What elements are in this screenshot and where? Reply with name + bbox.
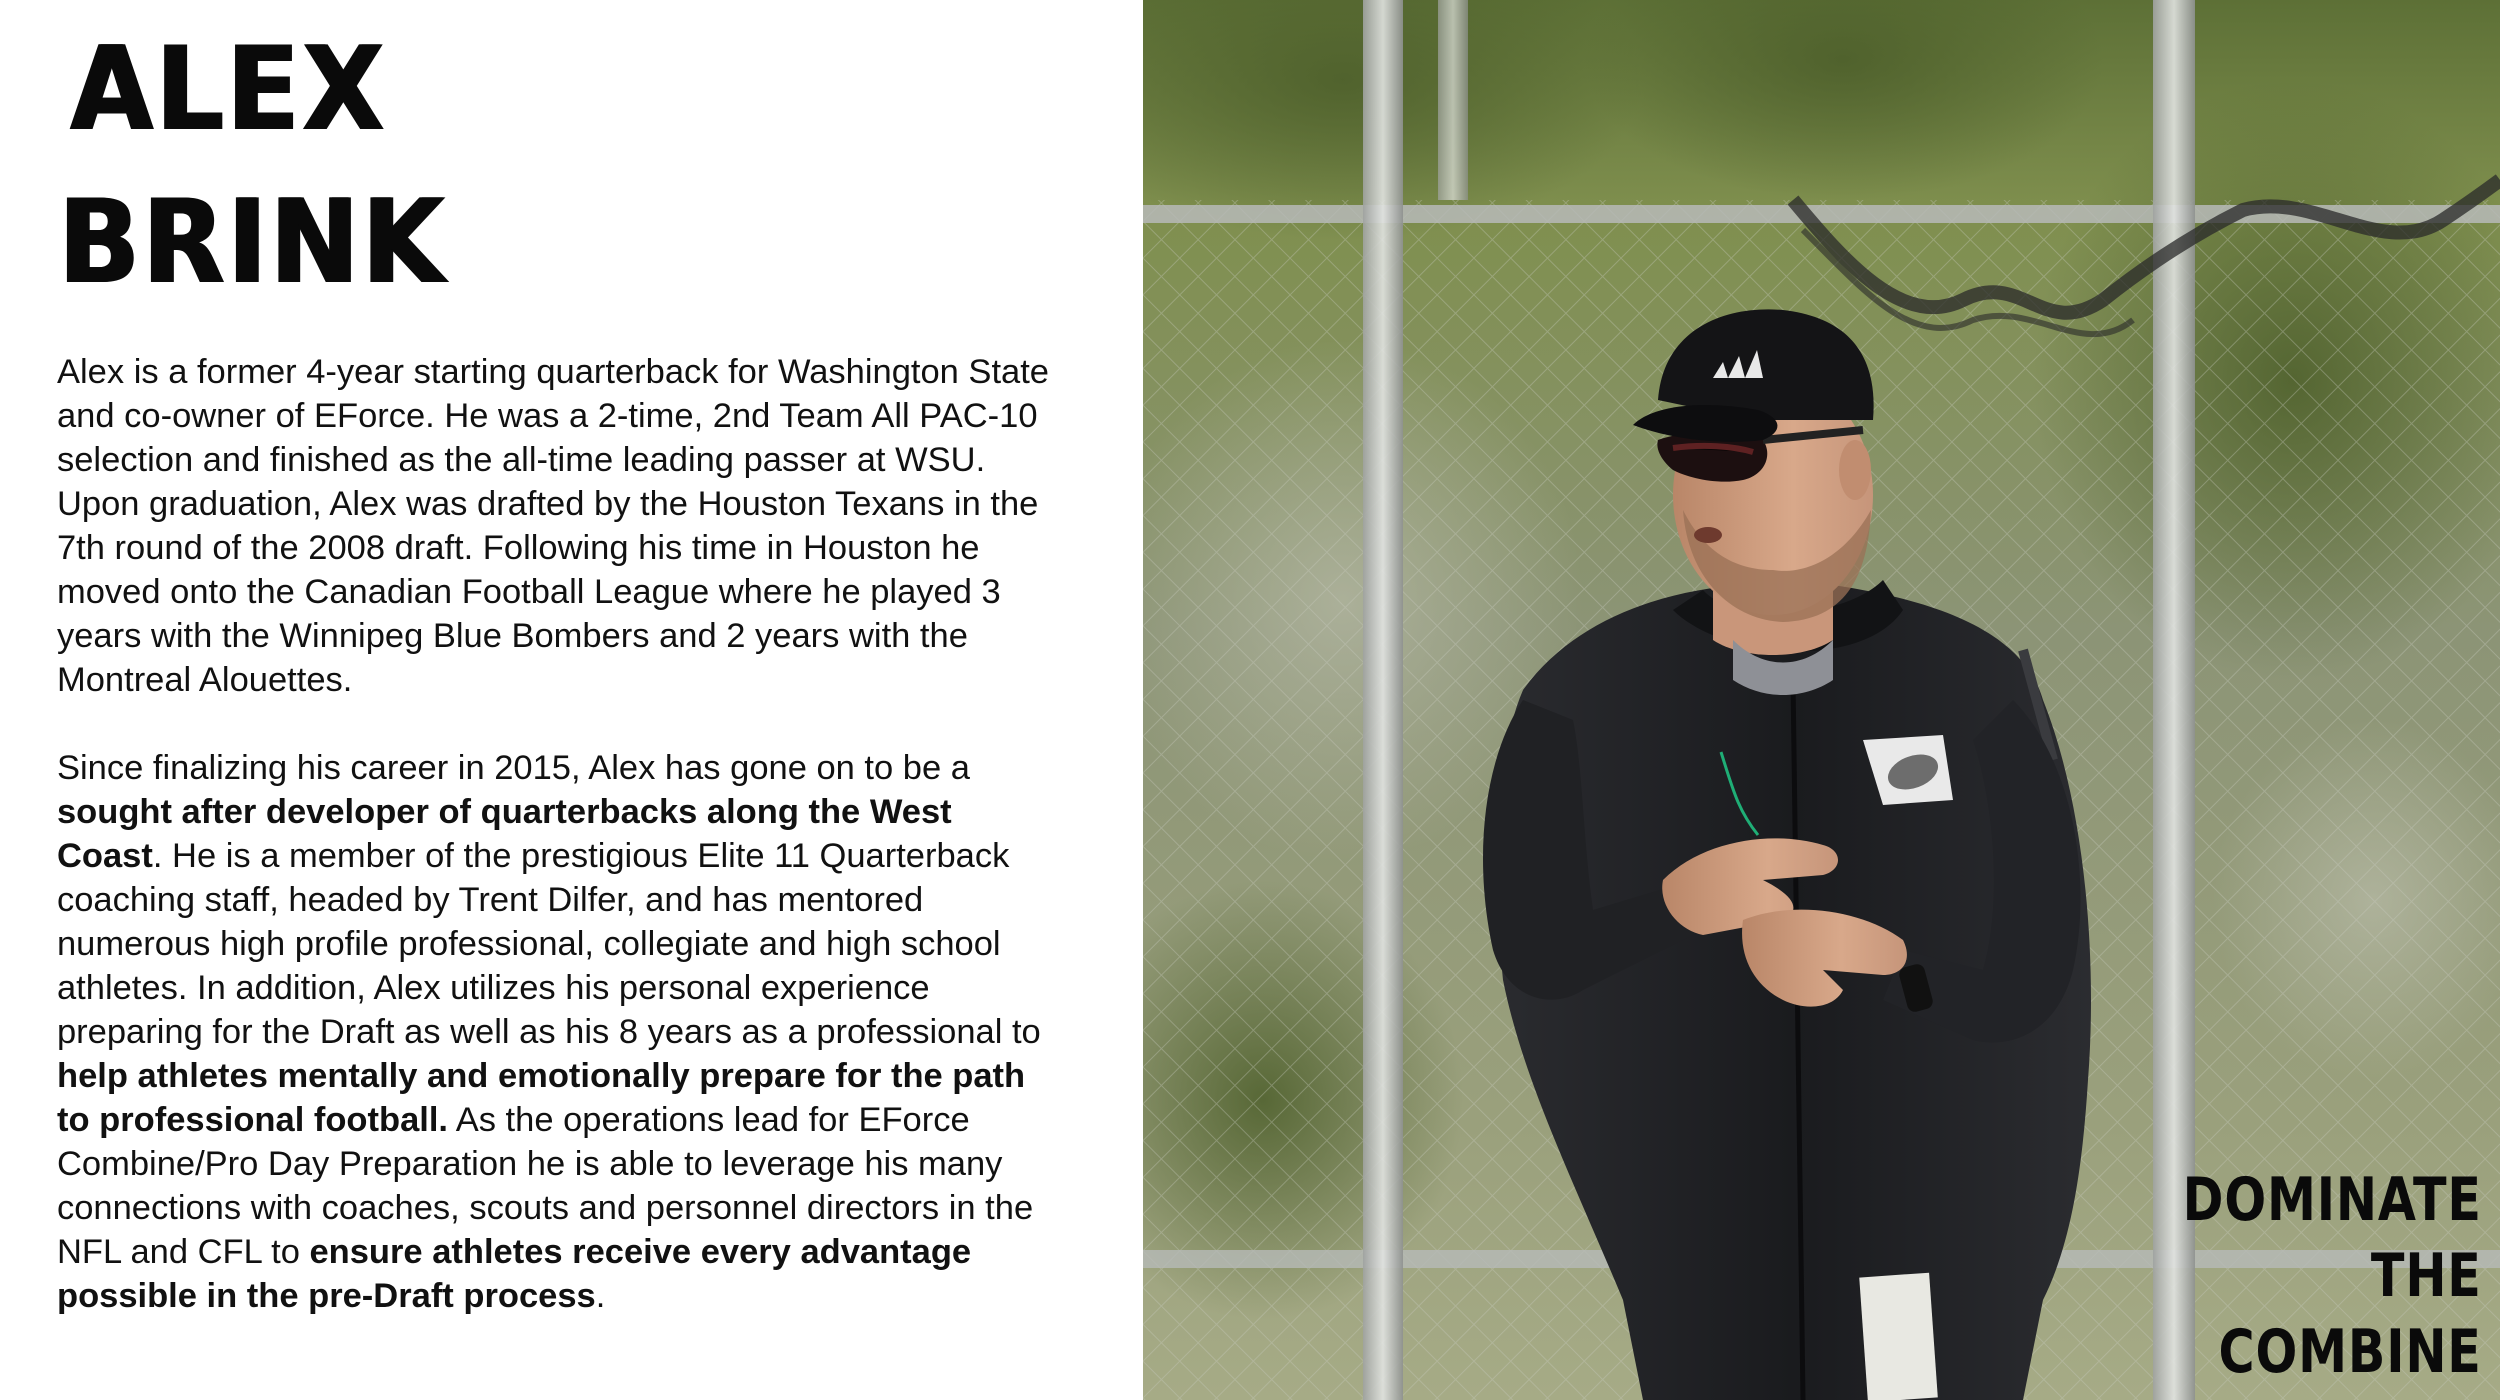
bio-text: As the operations lead for EForce Combine/Pro Day Preparation he is able to leverage his many connections with coaches, scouts and personnel directors in the NFL and CFL to bbox=[57, 1101, 1034, 1271]
name-first: ALEX bbox=[70, 22, 387, 157]
tagline-line-3: COMBINE bbox=[2218, 1317, 2482, 1387]
bio-highlight: sought after developer of quarterbacks along the West Coast bbox=[57, 793, 952, 875]
tagline bbox=[2183, 1162, 2482, 1390]
name-last: BRINK bbox=[58, 175, 448, 310]
tagline-line-1: DOMINATE bbox=[2182, 1165, 2482, 1235]
bio bbox=[57, 350, 1057, 1318]
bio-highlight: help athletes mentally and emotionally prepare for the path to professional football. bbox=[57, 1057, 1026, 1139]
bio-paragraph-2 bbox=[57, 746, 1057, 1318]
coach-photo bbox=[1143, 0, 2500, 1400]
bio-text: . bbox=[595, 1277, 606, 1315]
bio-text: . He is a member of the prestigious Elite 11 Quarterback coaching staff, headed by Trent Dilfer, and has mentored numerous high profile professional, collegiate and high school athletes. In addition, Alex utilizes his personal experience preparing for the Draft as well as his 8 years as a professional to bbox=[57, 837, 1041, 1051]
bio-text: Since finalizing his career in 2015, Alex has gone on to be a bbox=[57, 749, 970, 787]
bio-paragraph-1: Alex is a former 4-year starting quarterback for Washington State and co-owner of EForce. He was a 2-time, 2nd Team All PAC-10 selection and finished as the all-time leading passer at WSU. Upon graduation, Alex was drafted by the Houston Texans in the 7th round of the 2008 draft. Following his time in Houston he moved onto the Canadian Football League where he played 3 years with the Winnipeg Blue Bombers and 2 years with the Montreal Alouettes. bbox=[57, 353, 1049, 699]
bio-highlight: ensure athletes receive every advantage possible in the pre-Draft process bbox=[57, 1233, 972, 1315]
tagline-line-2: THE bbox=[2371, 1241, 2482, 1311]
text-panel bbox=[0, 0, 1143, 1400]
